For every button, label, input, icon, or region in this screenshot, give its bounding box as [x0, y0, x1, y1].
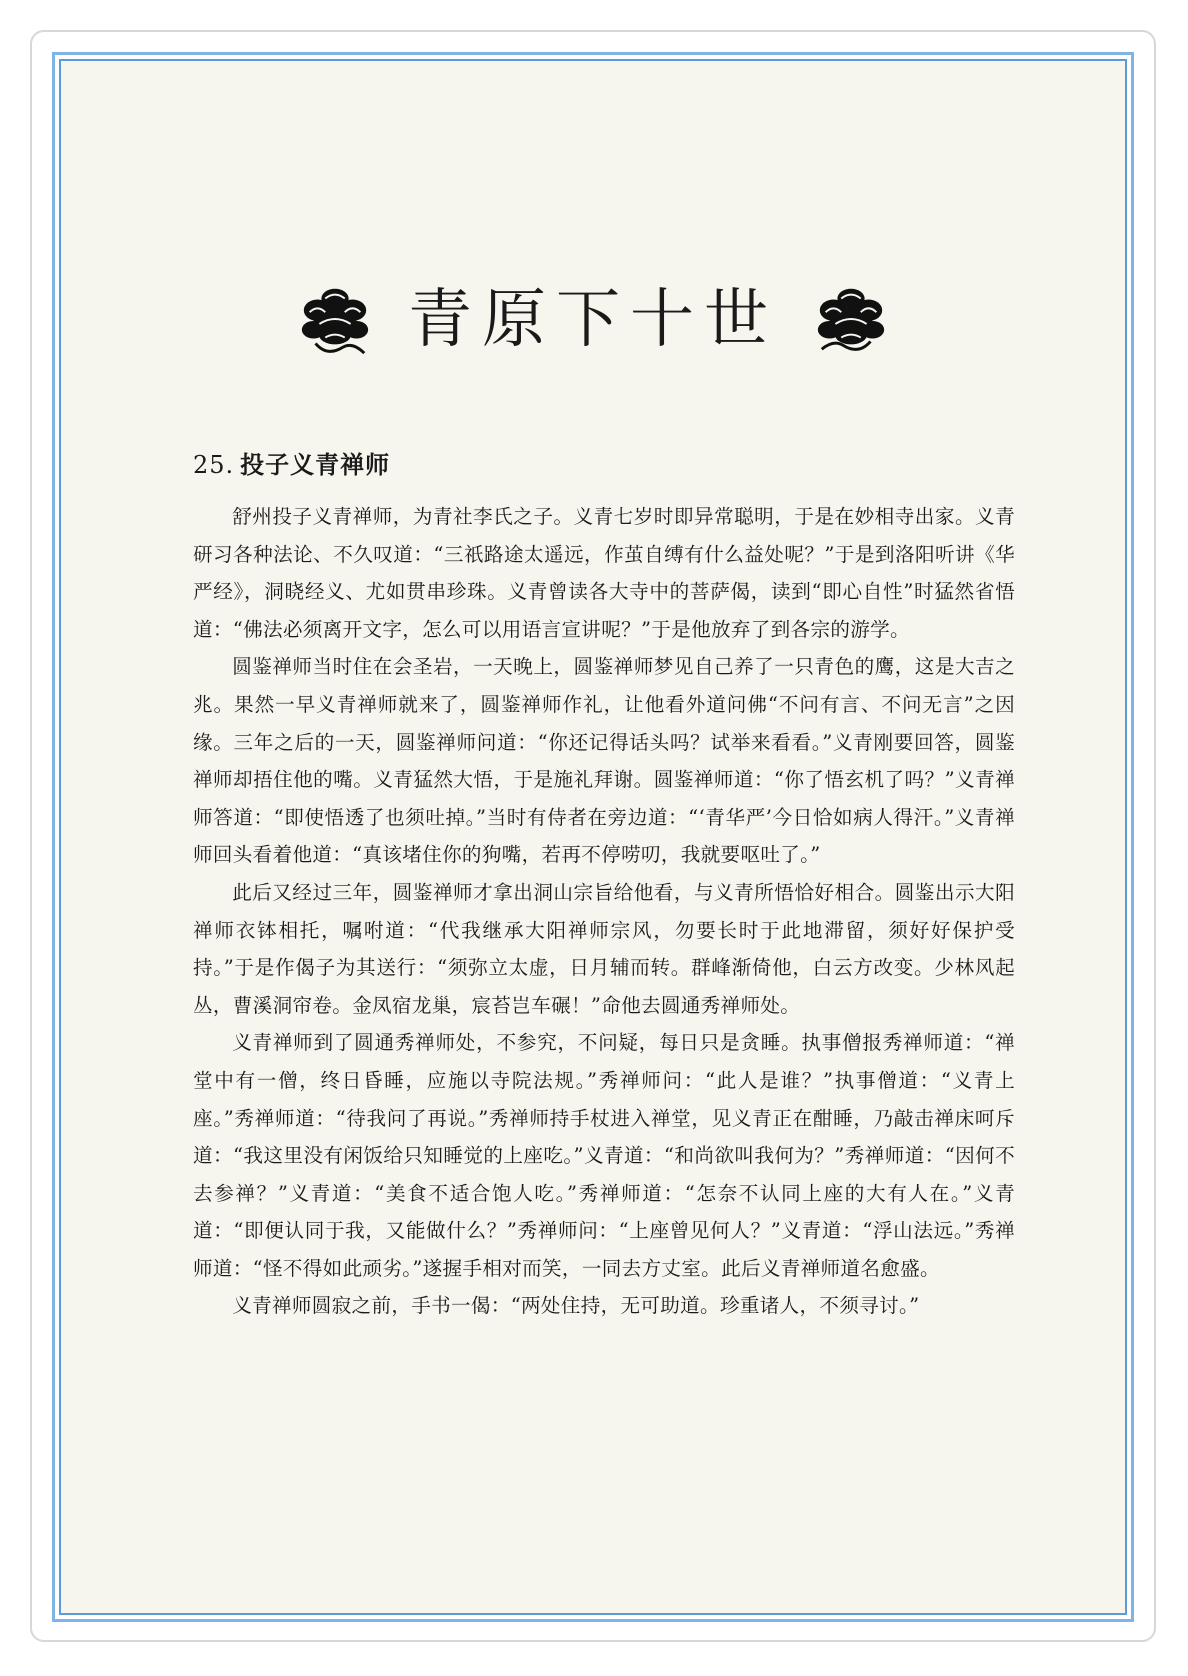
paragraph-1: 舒州投子义青禅师，为青社李氏之子。义青七岁时即异常聪明，于是在妙相寺出家。义青研习各种法论、不久叹道：“三祇路途太遥远，作茧自缚有什么益处呢？”于是到洛阳听讲《华严经》，洞晓经义、尤如贯串珍珠。义青曾读各大寺中的菩萨偈，读到“即心自性”时猛然省悟道：“佛法必须离开文字，怎么可以用语言宣讲呢？”于是他放弃了到各宗的游学。 [193, 505, 1015, 641]
paragraph-3: 此后又经过三年，圆鉴禅师才拿出洞山宗旨给他看，与义青所悟恰好相合。圆鉴出示大阳禅师衣钵相托，嘱咐道：“代我继承大阳禅师宗风，勿要长时于此地滞留，须好好保护受持。”于是作偈子为其送行：“须弥立太虚，日月辅而转。群峰渐倚他，白云方改变。少林风起丛，曹溪洞帘卷。金凤宿龙巢，宸苔岂车碾！”命他去圆通秀禅师处。 [193, 880, 1015, 1017]
section-title: 投子义青禅师 [240, 450, 391, 479]
paragraph-4: 义青禅师到了圆通秀禅师处，不参究，不问疑，每日只是贪睡。执事僧报秀禅师道：“禅堂中有一僧，终日昏睡，应施以寺院法规。”秀禅师问：“此人是谁？”执事僧道：“义青上座。”秀禅师道：“待我问了再说。”秀禅师持手杖进入禅堂，见义青正在酣睡，乃敲击禅床呵斥道：“我这里没有闲饭给只知睡觉的上座吃。”义青道：“和尚欲叫我何为？”秀禅师道：“因何不去参禅？”义青道：“美食不适合饱人吃。”秀禅师道：“怎奈不认同上座的大有人在。”义青道：“即便认同于我，又能做什么？”秀禅师问：“上座曾见何人？”义青道：“浮山法远。”秀禅师道：“怪不得如此顽劣。”遂握手相对而笑，一同去方丈室。此后义青禅师道名愈盛。 [193, 1031, 1015, 1280]
chapter-title: 青原下十世 [408, 283, 778, 357]
section-number: 25. [193, 451, 235, 479]
paragraph-5: 义青禅师圆寂之前，手书一偈：“两处住持，无可助道。珍重诸人，不须寻讨。” [232, 1294, 920, 1318]
auspicious-cloud-left-icon [296, 281, 374, 359]
section-heading [193, 445, 1015, 480]
chapter-header [59, 270, 1127, 370]
auspicious-cloud-right-icon [812, 281, 890, 359]
article-body [193, 445, 1015, 1325]
paragraph-2: 圆鉴禅师当时住在会圣岩，一天晚上，圆鉴禅师梦见自己养了一只青色的鹰，这是大吉之兆。果然一早义青禅师就来了，圆鉴禅师作礼，让他看外道问佛“不问有言、不问无言”之因缘。三年之后的一天，圆鉴禅师问道：“你还记得话头吗？试举来看看。”义青刚要回答，圆鉴禅师却捂住他的嘴。义青猛然大悟，于是施礼拜谢。圆鉴禅师道：“你了悟玄机了吗？”义青禅师答道：“即使悟透了也须吐掉。”当时有侍者在旁边道：“‘青华严’今日恰如病人得汗。”义青禅师回头看着他道：“真该堵住你的狗嘴，若再不停唠叨，我就要呕吐了。” [193, 655, 1015, 867]
